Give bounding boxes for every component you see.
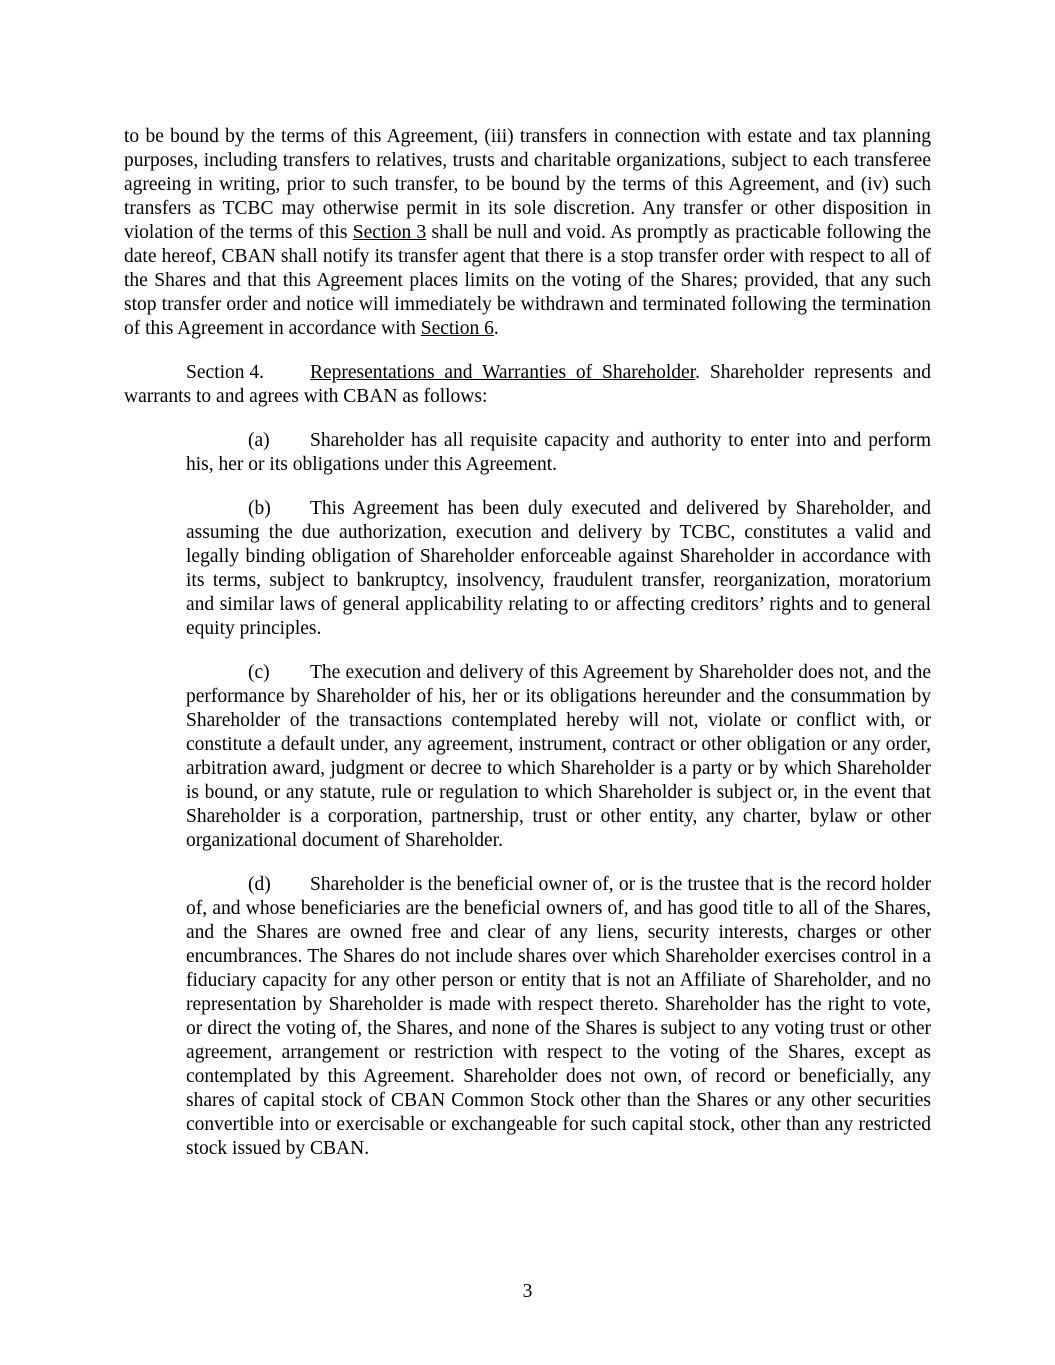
paragraph-text: . [493, 318, 499, 339]
continued-paragraph [124, 125, 931, 341]
item-a-label: (a) [248, 430, 270, 451]
page-number: 3 [522, 1281, 533, 1302]
document-page [124, 125, 931, 1181]
item-a-paragraph [186, 429, 931, 477]
section-4-text: . Shareholder represents and warrants to and agrees with CBAN as follows: [124, 362, 931, 407]
section-4-paragraph [124, 361, 931, 409]
item-c-text: The execution and delivery of this Agreement by Shareholder does not, and the performance by Shareholder of his, her or its obligations hereunder and the consummation by Shareholder of the transactions contemplated hereby will not, violate or conflict with, or constitute a default under, any agreement, instrument, contract or other obligation or any order, arbitration award, judgment or decree to which Shareholder is a party or by which Shareholder is bound, or any statute, rule or regulation to which Shareholder is subject or, in the event that Shareholder is a corporation, partnership, trust or other entity, any charter, bylaw or other organizational document of Shareholder. [186, 662, 931, 851]
item-c-label: (c) [248, 662, 270, 683]
item-c-paragraph [186, 661, 931, 853]
section-4-label: Section 4. [186, 362, 264, 383]
paragraph-text: to be bound by the terms of this Agreement, (iii) transfers in connection with estate and tax planning purposes, including transfers to relatives, trusts and charitable organizations, subject to each transferee agreeing in writing, prior to such transfer, to be bound by the terms of this Agreement, and (iv) such transfers as TCBC may otherwise permit in its sole discretion. Any transfer or other disposition in violation of the terms of this [124, 126, 931, 243]
item-d-label: (d) [248, 874, 271, 895]
item-d-paragraph [186, 873, 931, 1161]
section-4-heading: Representations and Warranties of Shareholder [310, 362, 696, 383]
section-3-reference: Section 3 [352, 222, 427, 243]
section-6-reference: Section 6 [420, 318, 494, 339]
item-d-text: Shareholder is the beneficial owner of, or is the trustee that is the record holder of, and whose beneficiaries are the beneficial owners of, and has good title to all of the Shares, and the Shares are owned free and clear of any liens, security interests, charges or other encumbrances. The Shares do not include shares over which Shareholder exercises control in a fiduciary capacity for any other person or entity that is not an Affiliate of Shareholder, and no representation by Shareholder is made with respect thereto. Shareholder has the right to vote, or direct the voting of, the Shares, and none of the Shares is subject to any voting trust or other agreement, arrangement or restriction with respect to the voting of the Shares, except as contemplated by this Agreement. Shareholder does not own, of record or beneficially, any shares of capital stock of CBAN Common Stock other than the Shares or any other securities convertible into or exercisable or exchangeable for such capital stock, other than any restricted stock issued by CBAN. [186, 874, 931, 1159]
item-b-label: (b) [248, 498, 271, 519]
item-b-text: This Agreement has been duly executed and delivered by Shareholder, and assuming the due authorization, execution and delivery by TCBC, constitutes a valid and legally binding obligation of Shareholder enforceable against Shareholder in accordance with its terms, subject to bankruptcy, insolvency, fraudulent transfer, reorganization, moratorium and similar laws of general applicability relating to or affecting creditors’ rights and to general equity principles. [186, 498, 931, 639]
item-b-paragraph [186, 497, 931, 641]
item-a-text: Shareholder has all requisite capacity and authority to enter into and perform his, her or its obligations under this Agreement. [186, 430, 931, 475]
paragraph-text: shall be null and void. As promptly as practicable following the date hereof, CBAN shall notify its transfer agent that there is a stop transfer order with respect to all of the Shares and that this Agreement places limits on the voting of the Shares; provided, that any such stop transfer order and notice will immediately be withdrawn and terminated following the termination of this Agreement in accordance with [124, 222, 931, 339]
